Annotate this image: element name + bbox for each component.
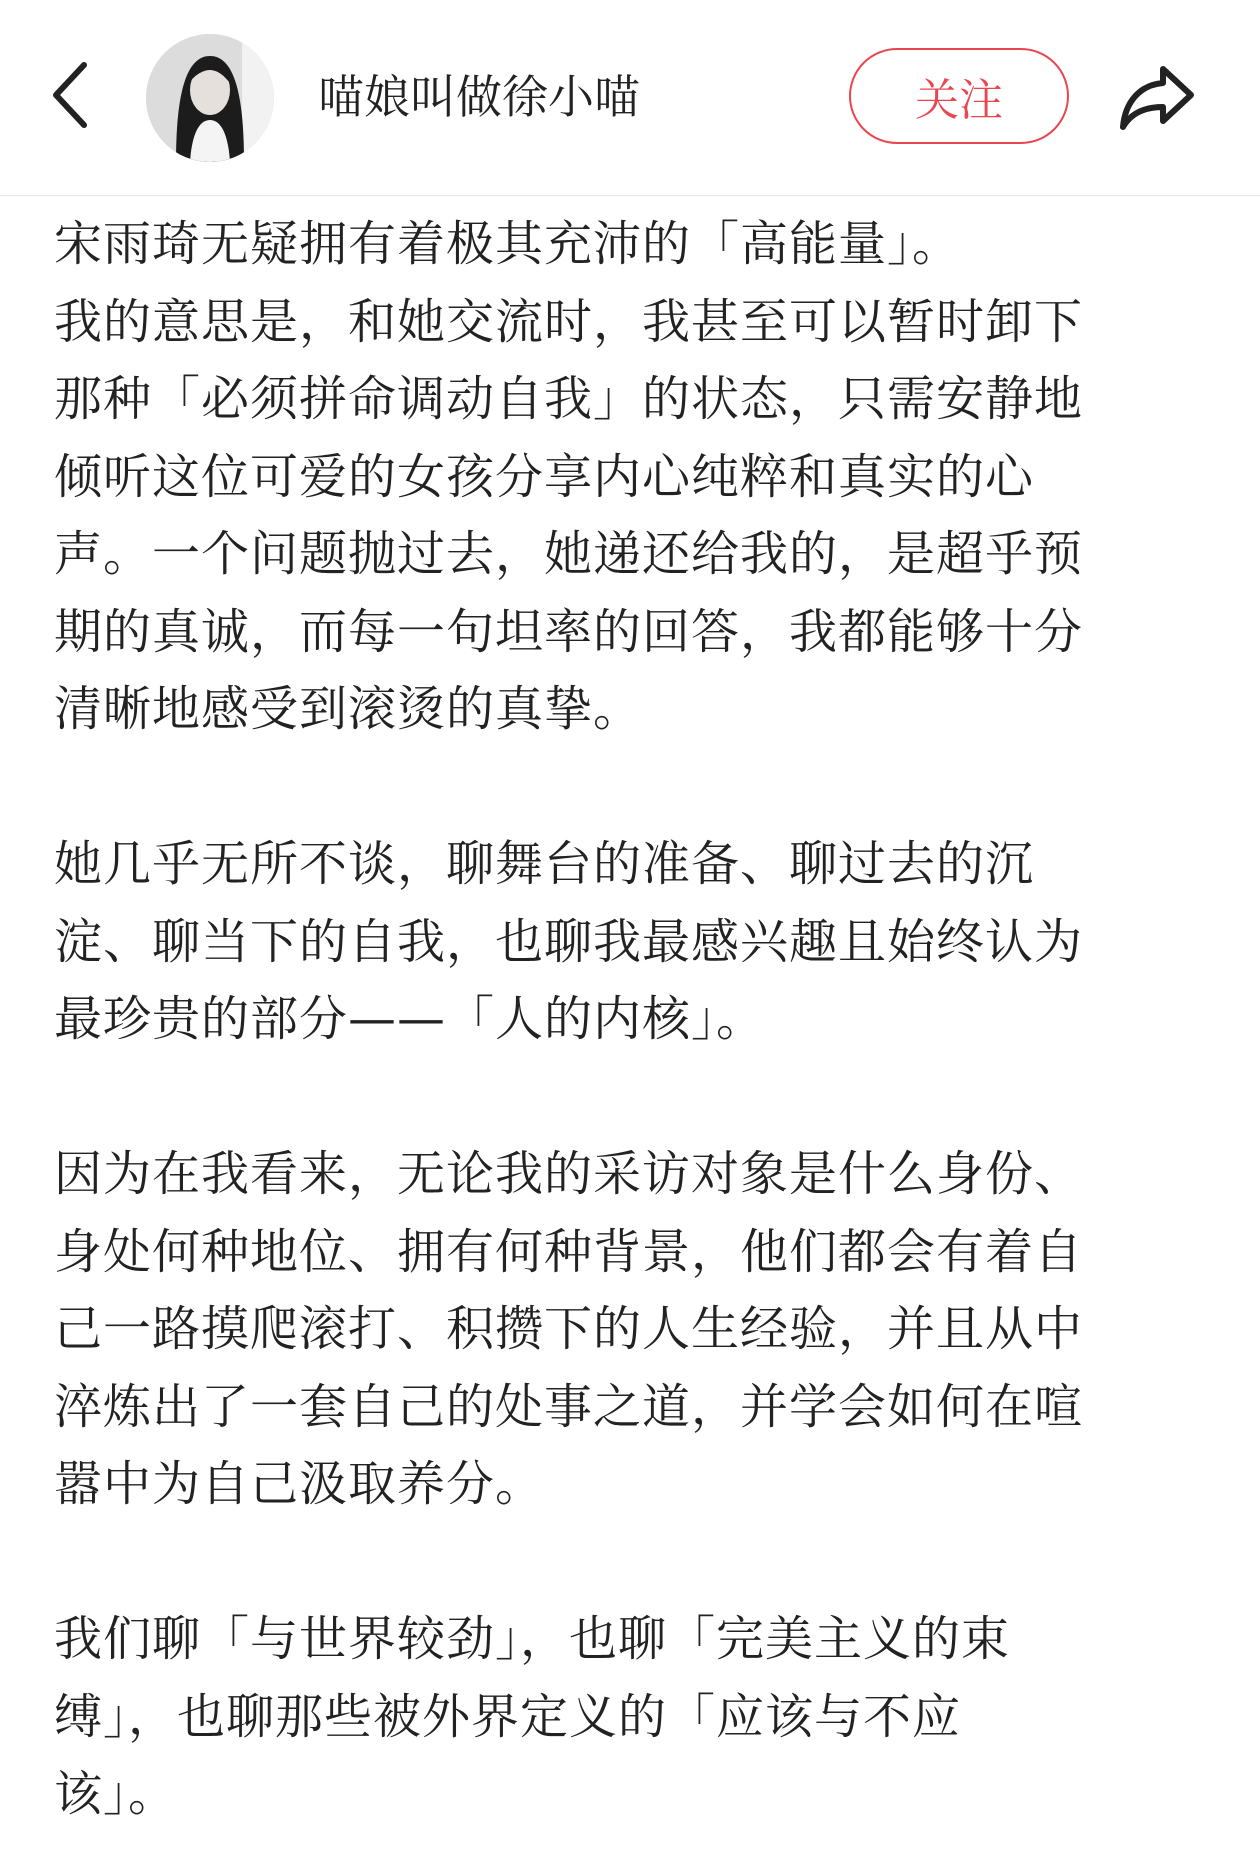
text-line: 己一路摸爬滚打、积攒下的人生经验，并且从中 xyxy=(54,1301,1084,1357)
text-line: 她几乎无所不谈，聊舞台的准备、聊过去的沉 xyxy=(54,836,1035,892)
text-line: 该」。 xyxy=(54,1766,178,1822)
text-line: 因为在我看来，无论我的采访对象是什么身份、 xyxy=(54,1146,1084,1202)
text-line: 缚」，也聊那些被外界定义的「应该与不应 xyxy=(54,1688,962,1745)
text-line: 淬炼出了一套自己的处事之道，并学会如何在喧 xyxy=(54,1378,1084,1435)
text-line: 身处何种地位、拥有何种背景，他们都会有着自 xyxy=(54,1223,1084,1280)
text-line: 嚣中为自己汲取养分。 xyxy=(54,1456,545,1512)
text-line: 那种「必须拼命调动自我」的状态，只需安静地 xyxy=(54,371,1084,427)
text-line: 宋雨琦无疑拥有着极其充沛的「高能量」。 xyxy=(54,216,962,272)
text-line: 我们聊「与世界较劲」，也聊「完美主义的束 xyxy=(54,1611,1011,1667)
back-button[interactable] xyxy=(40,55,100,135)
chevron-left-icon xyxy=(48,59,92,131)
username[interactable]: 喵娘叫做徐小喵 xyxy=(318,70,640,124)
text-line: 最珍贵的部分——「人的内核」。 xyxy=(54,991,766,1047)
text-line: 倾听这位可爱的女孩分享内心纯粹和真实的心 xyxy=(54,448,1035,505)
user-avatar-icon xyxy=(146,34,274,162)
follow-button[interactable]: 关注 xyxy=(849,48,1069,144)
top-bar xyxy=(0,0,1260,196)
text-line: 声。一个问题抛过去，她递还给我的，是超乎预 xyxy=(54,526,1084,582)
article-body xyxy=(54,206,1224,1834)
share-button[interactable] xyxy=(1112,56,1202,140)
paragraph-1 xyxy=(54,206,1224,749)
text-line: 清晰地感受到滚烫的真挚。 xyxy=(54,681,643,737)
paragraph-3 xyxy=(54,1136,1224,1524)
text-line: 我的意思是，和她交流时，我甚至可以暂时卸下 xyxy=(54,293,1084,350)
text-line: 期的真诚，而每一句坦率的回答，我都能够十分 xyxy=(54,603,1084,660)
paragraph-2 xyxy=(54,826,1224,1059)
text-line: 淀、聊当下的自我，也聊我最感兴趣且始终认为 xyxy=(54,913,1084,970)
avatar[interactable] xyxy=(146,34,274,162)
share-arrow-icon xyxy=(1117,63,1197,133)
paragraph-4 xyxy=(54,1601,1224,1834)
